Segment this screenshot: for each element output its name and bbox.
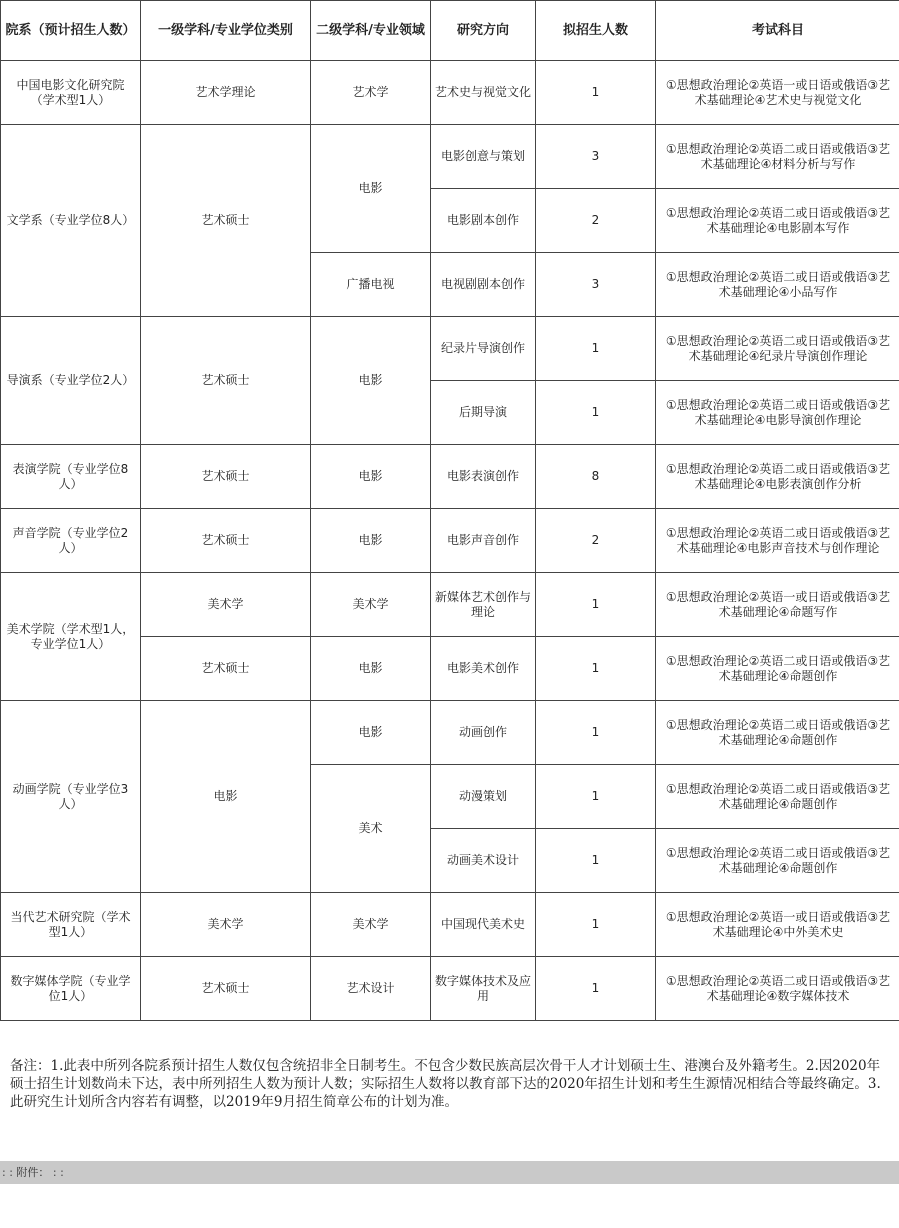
exam-cell: ①思想政治理论②英语二或日语或俄语③艺术基础理论④命题创作 xyxy=(656,829,899,893)
direction-cell: 动画美术设计 xyxy=(431,829,536,893)
exam-cell: ①思想政治理论②英语一或日语或俄语③艺术基础理论④艺术史与视觉文化 xyxy=(656,61,899,125)
table-row xyxy=(1,61,899,125)
field-cell: 美术 xyxy=(311,765,431,893)
enrollment-cell: 1 xyxy=(536,829,656,893)
direction-cell: 动画创作 xyxy=(431,701,536,765)
attachment-bar xyxy=(0,1161,899,1184)
exam-cell: ①思想政治理论②英语二或日语或俄语③艺术基础理论④材料分析与写作 xyxy=(656,125,899,189)
field-cell: 美术学 xyxy=(311,893,431,957)
category-cell: 艺术硕士 xyxy=(141,637,311,701)
header-enrollment: 拟招生人数 xyxy=(536,1,656,61)
table-row xyxy=(1,701,899,765)
enrollment-cell: 2 xyxy=(536,189,656,253)
enrollment-cell: 3 xyxy=(536,253,656,317)
enrollment-cell: 3 xyxy=(536,125,656,189)
department-cell: 动画学院（专业学位3人） xyxy=(1,701,141,893)
exam-cell: ①思想政治理论②英语二或日语或俄语③艺术基础理论④命题创作 xyxy=(656,701,899,765)
category-cell: 艺术学理论 xyxy=(141,61,311,125)
enrollment-cell: 1 xyxy=(536,637,656,701)
remarks-note: 备注：1.此表中所列各院系预计招生人数仅包含统招非全日制考生。不包含少数民族高层次骨干人才计划硕士生、港澳台及外籍考生。2.因2020年硕士招生计划数尚未下达，表中所列招生人数为预计人数；实际招生人数将以教育部下达的2020年招生计划和考生生源情况相结合等最终确定。3.此研究生计划所含内容若有调整，以2019年9月招生简章公布的计划为准。 xyxy=(10,1058,881,1110)
field-cell: 电影 xyxy=(311,445,431,509)
separator-glyph: : : xyxy=(2,1166,17,1179)
field-cell: 电影 xyxy=(311,701,431,765)
department-cell: 文学系（专业学位8人） xyxy=(1,125,141,317)
direction-cell: 艺术史与视觉文化 xyxy=(431,61,536,125)
table-row xyxy=(1,957,899,1021)
attachment-label: 附件： xyxy=(16,1166,50,1179)
department-cell: 导演系（专业学位2人） xyxy=(1,317,141,445)
field-cell: 电影 xyxy=(311,125,431,253)
department-cell: 表演学院（专业学位8人） xyxy=(1,445,141,509)
header-field: 二级学科/专业领域 xyxy=(311,1,431,61)
department-cell: 数字媒体学院（专业学位1人） xyxy=(1,957,141,1021)
enrollment-cell: 1 xyxy=(536,957,656,1021)
enrollment-cell: 1 xyxy=(536,893,656,957)
enrollment-cell: 8 xyxy=(536,445,656,509)
exam-cell: ①思想政治理论②英语二或日语或俄语③艺术基础理论④小品写作 xyxy=(656,253,899,317)
direction-cell: 电影创意与策划 xyxy=(431,125,536,189)
category-cell: 电影 xyxy=(141,701,311,893)
exam-cell: ①思想政治理论②英语二或日语或俄语③艺术基础理论④数字媒体技术 xyxy=(656,957,899,1021)
field-cell: 电影 xyxy=(311,509,431,573)
category-cell: 艺术硕士 xyxy=(141,445,311,509)
department-cell: 美术学院（学术型1人，专业学位1人） xyxy=(1,573,141,701)
direction-cell: 电影声音创作 xyxy=(431,509,536,573)
direction-cell: 电影剧本创作 xyxy=(431,189,536,253)
category-cell: 艺术硕士 xyxy=(141,509,311,573)
direction-cell: 电影美术创作 xyxy=(431,637,536,701)
field-cell: 电影 xyxy=(311,637,431,701)
department-cell: 当代艺术研究院（学术型1人） xyxy=(1,893,141,957)
exam-cell: ①思想政治理论②英语一或日语或俄语③艺术基础理论④命题写作 xyxy=(656,573,899,637)
field-cell: 电影 xyxy=(311,317,431,445)
separator-glyph: : : xyxy=(49,1166,64,1179)
direction-cell: 数字媒体技术及应用 xyxy=(431,957,536,1021)
table-row xyxy=(1,317,899,381)
enrollment-cell: 1 xyxy=(536,701,656,765)
header-category: 一级学科/专业学位类别 xyxy=(141,1,311,61)
exam-cell: ①思想政治理论②英语二或日语或俄语③艺术基础理论④命题创作 xyxy=(656,765,899,829)
direction-cell: 中国现代美术史 xyxy=(431,893,536,957)
exam-cell: ①思想政治理论②英语二或日语或俄语③艺术基础理论④电影声音技术与创作理论 xyxy=(656,509,899,573)
table-row xyxy=(1,445,899,509)
direction-cell: 纪录片导演创作 xyxy=(431,317,536,381)
field-cell: 广播电视 xyxy=(311,253,431,317)
exam-cell: ①思想政治理论②英语二或日语或俄语③艺术基础理论④纪录片导演创作理论 xyxy=(656,317,899,381)
header-department: 院系（预计招生人数） xyxy=(1,1,141,61)
direction-cell: 电影表演创作 xyxy=(431,445,536,509)
department-cell: 声音学院（专业学位2人） xyxy=(1,509,141,573)
field-cell: 美术学 xyxy=(311,573,431,637)
category-cell: 美术学 xyxy=(141,893,311,957)
direction-cell: 动漫策划 xyxy=(431,765,536,829)
exam-cell: ①思想政治理论②英语二或日语或俄语③艺术基础理论④电影导演创作理论 xyxy=(656,381,899,445)
direction-cell: 后期导演 xyxy=(431,381,536,445)
category-cell: 艺术硕士 xyxy=(141,125,311,317)
enrollment-cell: 2 xyxy=(536,509,656,573)
category-cell: 美术学 xyxy=(141,573,311,637)
table-row xyxy=(1,125,899,189)
field-cell: 艺术设计 xyxy=(311,957,431,1021)
enrollment-cell: 1 xyxy=(536,317,656,381)
enrollment-cell: 1 xyxy=(536,381,656,445)
exam-cell: ①思想政治理论②英语二或日语或俄语③艺术基础理论④命题创作 xyxy=(656,637,899,701)
table-header-row xyxy=(1,1,899,61)
enrollment-cell: 1 xyxy=(536,573,656,637)
exam-cell: ①思想政治理论②英语二或日语或俄语③艺术基础理论④电影剧本写作 xyxy=(656,189,899,253)
header-direction: 研究方向 xyxy=(431,1,536,61)
enrollment-cell: 1 xyxy=(536,61,656,125)
department-cell: 中国电影文化研究院（学术型1人） xyxy=(1,61,141,125)
table-row xyxy=(1,509,899,573)
direction-cell: 电视剧剧本创作 xyxy=(431,253,536,317)
field-cell: 艺术学 xyxy=(311,61,431,125)
direction-cell: 新媒体艺术创作与理论 xyxy=(431,573,536,637)
exam-cell: ①思想政治理论②英语二或日语或俄语③艺术基础理论④电影表演创作分析 xyxy=(656,445,899,509)
exam-cell: ①思想政治理论②英语一或日语或俄语③艺术基础理论④中外美术史 xyxy=(656,893,899,957)
category-cell: 艺术硕士 xyxy=(141,317,311,445)
category-cell: 艺术硕士 xyxy=(141,957,311,1021)
header-exam-subjects: 考试科目 xyxy=(656,1,899,61)
table-row xyxy=(1,893,899,957)
table-row xyxy=(1,573,899,637)
enrollment-cell: 1 xyxy=(536,765,656,829)
